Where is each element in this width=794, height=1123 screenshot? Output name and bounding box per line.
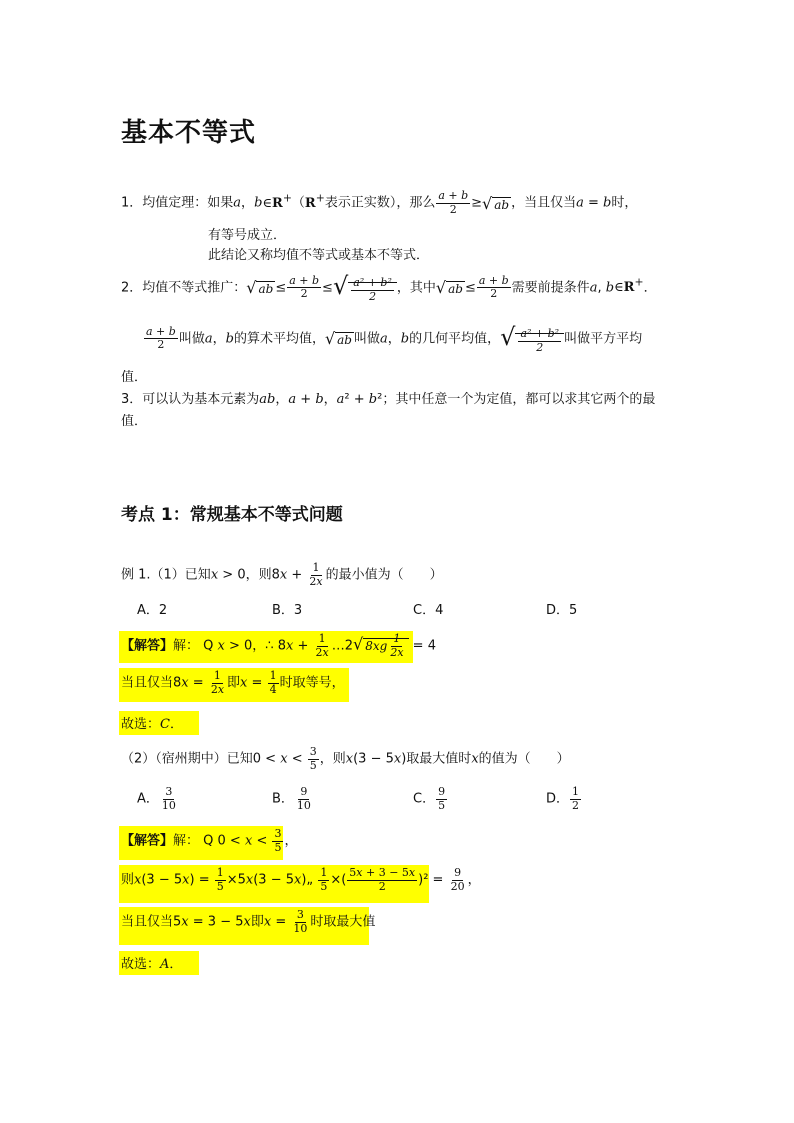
item-2-tail: 值．: [121, 370, 148, 385]
page-title: 基本不等式: [121, 118, 257, 148]
fraction: $\frac{a + b}{2}$: [438, 189, 469, 216]
item-1-line-3: 此结论又称均值不等式或基本不等式．: [208, 248, 430, 263]
answer-2-line-3: 当且仅当5x = 3 − 5x即x = $\frac{3}{10}$ 时取最大值: [119, 907, 369, 945]
question-1: 例 1.（1）已知x > 0，则8x + $\frac{1}{2x}$ 的最小值为（ ）: [121, 561, 443, 588]
item-2-line-2: $\frac{a + b}{2}$ 叫做a，b的算术平均值，√ ab 叫做a，b的几何平均值，√ $\frac{\text{a² + b²}}{2}$ 叫做平方平均: [146, 323, 643, 354]
answer-2-line-1: 【解答】解： Q 0 < x < $\frac{3}{5}$ ，: [119, 826, 283, 860]
option-c: C．4: [413, 603, 444, 618]
option-b-2: B． $\frac{9}{10}$: [272, 785, 311, 812]
option-d-2: D． $\frac{1}{2}$: [546, 785, 580, 812]
question-2: （2）（宿州期中）已知0 < x < $\frac{3}{5}$ ，则x(3 − 5x)取最大值时x的值为（ ）: [121, 745, 570, 772]
answer-1-line-1: 【解答】解： Q x > 0，∴ 8x + $\frac{1}{2x}$ …2√ 8xg $\frac{1}{2x}$ = 4: [119, 631, 413, 663]
answer-2-line-4: 故选：A．: [119, 951, 199, 975]
section-heading: 考点 1：常规基本不等式问题: [121, 505, 343, 525]
item-1-line-2: 有等号成立．: [208, 228, 287, 243]
option-d: D．5: [546, 603, 578, 618]
option-b: B．3: [272, 603, 303, 618]
item-3-tail: 值．: [121, 414, 148, 429]
answer-2-line-2: 则x(3 − 5x) = $\frac{1}{5}$ ×5x(3 − 5x)„ $\frac{1}{5}$ ×( $\frac{5x + 3 - 5x}{2}$ )² = $\frac{9}{20}$ ，: [119, 865, 429, 903]
option-a: A．2: [137, 603, 168, 618]
item-3: 3．可以认为基本元素为ab，a + b，a² + b²；其中任意一个为定值，都可以求其它两个的最: [121, 392, 656, 407]
answer-1-line-3: 故选：C．: [119, 711, 199, 735]
item-2: 2．均值不等式推广：√ ab ≤ $\frac{a + b}{2}$ ≤√ $\frac{\text{a² + b²}}{2}$ ，其中√ ab ≤ $\frac{a + b}{2}$ 需要前提条件a, b∈R+．: [121, 272, 657, 303]
answer-1-line-2: 当且仅当8x = $\frac{1}{2x}$ 即x = $\frac{1}{4}$ 时取等号，: [119, 668, 349, 702]
option-a-2: A． $\frac{3}{10}$: [137, 785, 176, 812]
option-c-2: C． $\frac{9}{5}$: [413, 785, 446, 812]
item-1: 1．均值定理：如果a，b∈R+（R+表示正实数），那么 $\frac{a + b}{2}$ ≥√ ab ，当且仅当a = b时，: [121, 189, 638, 216]
